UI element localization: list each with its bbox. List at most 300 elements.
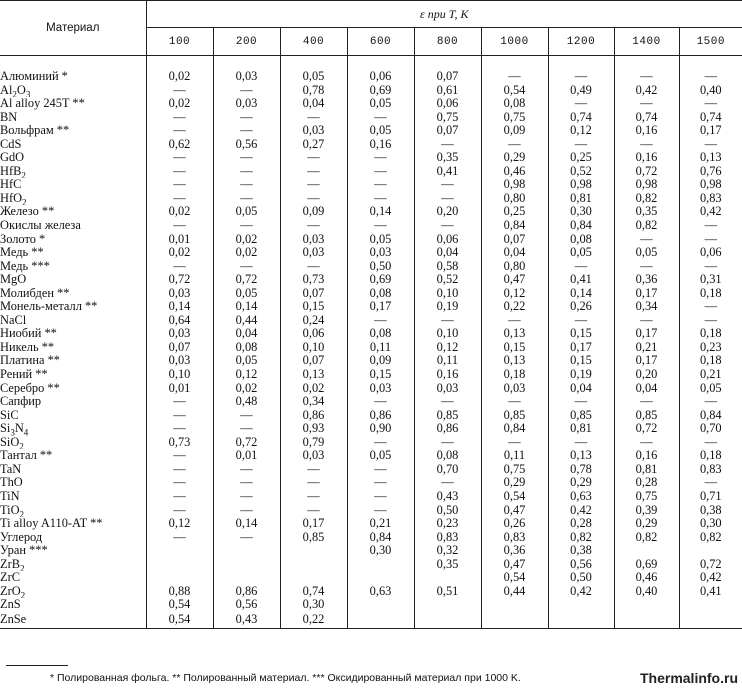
emissivity-value: —	[481, 395, 548, 409]
emissivity-value: 0,81	[548, 192, 614, 206]
emissivity-value: 0,84	[699, 408, 722, 422]
emissivity-value: 0,29	[481, 476, 548, 490]
emissivity-value: —	[146, 490, 213, 504]
emissivity-value: —	[146, 111, 213, 125]
emissivity-value: 0,38	[699, 503, 722, 517]
emissivity-value: 0,07	[414, 124, 481, 138]
temperature-header: 100	[146, 28, 213, 56]
material-name: Уран ***	[0, 544, 146, 558]
emissivity-value	[280, 571, 347, 585]
emissivity-value: 0,47	[481, 504, 548, 518]
emissivity-value: 0,35	[414, 558, 481, 572]
emissivity-value: 0,58	[414, 260, 481, 274]
emissivity-value: —	[548, 260, 614, 274]
material-name: Тантал **	[0, 449, 146, 463]
table-row	[0, 422, 742, 436]
emissivity-value: 0,85	[414, 409, 481, 423]
emissivity-value	[347, 571, 414, 585]
table-row	[0, 111, 742, 125]
emissivity-value: 0,86	[280, 409, 347, 423]
emissivity-value: 0,29	[548, 476, 614, 490]
emissivity-value: —	[548, 395, 614, 409]
emissivity-value: 0,17	[614, 287, 679, 301]
emissivity-value: 0,06	[347, 70, 414, 84]
emissivity-value: 0,84	[347, 531, 414, 545]
emissivity-value: 0,28	[548, 517, 614, 531]
emissivity-value: 0,16	[614, 151, 679, 165]
emissivity-value: —	[347, 314, 414, 328]
emissivity-value	[347, 558, 414, 572]
emissivity-value: —	[347, 111, 414, 125]
emissivity-value: 0,75	[481, 463, 548, 477]
table-row	[0, 273, 742, 287]
material-name: Никель **	[0, 341, 146, 355]
emissivity-value: 0,15	[280, 300, 347, 314]
emissivity-value: 0,04	[414, 246, 481, 260]
emissivity-value: —	[414, 395, 481, 409]
emissivity-value: 0,07	[280, 354, 347, 368]
emissivity-value: 0,48	[213, 395, 280, 409]
emissivity-value: —	[347, 436, 414, 450]
emissivity-value: —	[280, 260, 347, 274]
emissivity-value: 0,17	[548, 341, 614, 355]
emissivity-value: —	[614, 314, 679, 328]
emissivity-value: 0,01	[146, 382, 213, 396]
emissivity-value: 0,72	[213, 436, 280, 450]
emissivity-value: —	[414, 314, 481, 328]
emissivity-value: —	[213, 463, 280, 477]
emissivity-value: 0,50	[548, 571, 614, 585]
emissivity-value: 0,82	[614, 192, 679, 206]
emissivity-value: 0,40	[699, 83, 722, 97]
material-name: TiN	[0, 490, 146, 504]
emissivity-value: —	[280, 463, 347, 477]
emissivity-value: —	[614, 260, 679, 274]
emissivity-value: —	[280, 111, 347, 125]
emissivity-value: —	[347, 192, 414, 206]
table-row	[0, 463, 742, 477]
emissivity-value: 0,22	[481, 300, 548, 314]
emissivity-value: 0,85	[614, 409, 679, 423]
emissivity-value: —	[146, 178, 213, 192]
emissivity-value: 0,10	[414, 327, 481, 341]
emissivity-value: —	[614, 436, 679, 450]
emissivity-value: 0,16	[614, 124, 679, 138]
emissivity-value: 0,83	[699, 462, 722, 476]
emissivity-value: 0,74	[614, 111, 679, 125]
emissivity-value: —	[347, 463, 414, 477]
table-row	[0, 612, 742, 629]
table-row	[0, 449, 742, 463]
emissivity-value	[548, 612, 614, 629]
emissivity-value: 0,80	[481, 260, 548, 274]
emissivity-value: 0,84	[481, 422, 548, 436]
emissivity-value: 0,16	[414, 368, 481, 382]
emissivity-value: 0,56	[548, 558, 614, 572]
emissivity-value: 0,27	[280, 138, 347, 152]
emissivity-value: —	[614, 70, 679, 84]
emissivity-value: 0,78	[280, 84, 347, 98]
temperature-header: 1000	[481, 28, 548, 56]
emissivity-value: 0,16	[347, 138, 414, 152]
emissivity-value: 0,52	[414, 273, 481, 287]
emissivity-value	[347, 612, 414, 629]
table-row	[0, 260, 742, 274]
emissivity-value: 0,02	[146, 97, 213, 111]
emissivity-value: 0,12	[146, 517, 213, 531]
emissivity-value: —	[347, 490, 414, 504]
material-name: CdS	[0, 138, 146, 152]
emissivity-value: 0,82	[614, 531, 679, 545]
emissivity-value: —	[213, 260, 280, 274]
emissivity-value: —	[414, 476, 481, 490]
material-name: TiO$_2$	[0, 504, 146, 518]
emissivity-value: —	[213, 504, 280, 518]
emissivity-value: 0,08	[347, 327, 414, 341]
emissivity-value: —	[704, 435, 717, 449]
emissivity-value: 0,03	[213, 70, 280, 84]
material-name: HfB$_2$	[0, 165, 146, 179]
emissivity-value: 0,29	[614, 517, 679, 531]
emissivity-value	[679, 544, 742, 558]
material-name: Медь ***	[0, 260, 146, 274]
material-name: ZrC	[0, 571, 146, 585]
emissivity-value: 0,02	[213, 246, 280, 260]
emissivity-value: —	[614, 395, 679, 409]
emissivity-value: 0,04	[481, 246, 548, 260]
emissivity-value: 0,22	[280, 612, 347, 629]
emissivity-value: 0,74	[280, 585, 347, 599]
material-name: GdO	[0, 151, 146, 165]
emissivity-value: —	[347, 504, 414, 518]
material-name: Ti alloy A110-AT **	[0, 517, 146, 531]
table-row	[0, 395, 742, 409]
emissivity-value: 0,63	[347, 585, 414, 599]
emissivity-value: —	[146, 395, 213, 409]
emissivity-value: 0,02	[146, 246, 213, 260]
material-name: SiC	[0, 409, 146, 423]
material-name: ThO	[0, 476, 146, 490]
emissivity-value: —	[548, 97, 614, 111]
material-name: Al alloy 245T **	[0, 97, 146, 111]
emissivity-value: 0,16	[614, 449, 679, 463]
table-row	[0, 300, 742, 314]
emissivity-value: 0,72	[699, 557, 722, 571]
emissivity-value: 0,54	[146, 598, 213, 612]
emissivity-value: 0,08	[347, 287, 414, 301]
emissivity-value: 0,17	[699, 124, 722, 138]
temperature-header: 1500	[679, 28, 742, 56]
emissivity-value: 0,03	[213, 97, 280, 111]
emissivity-value: 0,98	[699, 178, 722, 192]
emissivity-value: 0,08	[481, 97, 548, 111]
emissivity-value: 0,73	[280, 273, 347, 287]
material-name: HfC	[0, 178, 146, 192]
emissivity-value: —	[481, 436, 548, 450]
emissivity-value: 0,23	[414, 517, 481, 531]
emissivity-value: 0,29	[481, 151, 548, 165]
emissivity-value: 0,39	[614, 504, 679, 518]
emissivity-value: 0,11	[347, 341, 414, 355]
emissivity-value: 0,10	[414, 287, 481, 301]
emissivity-value	[614, 598, 679, 612]
emissivity-value: —	[280, 178, 347, 192]
emissivity-value: 0,25	[481, 205, 548, 219]
emissivity-value: —	[704, 476, 717, 490]
table-row	[0, 178, 742, 192]
emissivity-value: —	[146, 504, 213, 518]
table-row	[0, 314, 742, 328]
table-row	[0, 531, 742, 545]
material-name: Вольфрам **	[0, 124, 146, 138]
material-name: Ниобий **	[0, 327, 146, 341]
emissivity-value: —	[213, 422, 280, 436]
emissivity-value: 0,81	[614, 463, 679, 477]
emissivity-value: 0,32	[414, 544, 481, 558]
material-name: ZnSe	[0, 612, 146, 629]
emissivity-value: 0,03	[280, 233, 347, 247]
emissivity-value: 0,09	[481, 124, 548, 138]
emissivity-value: 0,70	[414, 463, 481, 477]
emissivity-value: —	[146, 531, 213, 545]
emissivity-value	[548, 598, 614, 612]
table-row	[0, 585, 742, 599]
table-row	[0, 70, 742, 84]
emissivity-value: —	[146, 260, 213, 274]
emissivity-value: —	[146, 422, 213, 436]
emissivity-value: —	[704, 300, 717, 314]
emissivity-value: —	[704, 232, 717, 246]
emissivity-value: —	[213, 178, 280, 192]
table-row	[0, 233, 742, 247]
emissivity-value: 0,75	[614, 490, 679, 504]
emissivity-value: 0,15	[481, 341, 548, 355]
material-name: Медь **	[0, 246, 146, 260]
emissivity-value: 0,13	[481, 327, 548, 341]
emissivity-value: 0,11	[414, 354, 481, 368]
emissivity-value: 0,03	[146, 327, 213, 341]
emissivity-value: 0,54	[146, 612, 213, 629]
emissivity-value: 0,15	[548, 327, 614, 341]
emissivity-value: 0,20	[414, 205, 481, 219]
emissivity-value: 0,09	[280, 205, 347, 219]
emissivity-value: —	[704, 219, 717, 233]
emissivity-value: 0,50	[414, 504, 481, 518]
emissivity-value: —	[213, 476, 280, 490]
emissivity-value: 0,51	[414, 585, 481, 599]
emissivity-value: 0,41	[414, 165, 481, 179]
emissivity-value: 0,36	[481, 544, 548, 558]
temperature-header: 400	[280, 28, 347, 56]
emissivity-value: 0,08	[213, 341, 280, 355]
emissivity-value: 0,05	[614, 246, 679, 260]
emissivity-value: 0,35	[414, 151, 481, 165]
emissivity-value: 0,69	[347, 273, 414, 287]
temperature-header: 1200	[548, 28, 614, 56]
emissivity-value	[481, 598, 548, 612]
emissivity-value: 0,28	[614, 476, 679, 490]
table-row	[0, 544, 742, 558]
emissivity-value: 0,02	[146, 70, 213, 84]
emissivity-value: 0,05	[280, 70, 347, 84]
emissivity-value: 0,43	[213, 612, 280, 629]
emissivity-value: 0,05	[699, 381, 722, 395]
table-row	[0, 368, 742, 382]
emissivity-value: 0,03	[481, 382, 548, 396]
material-name: Алюминий *	[0, 70, 146, 84]
emissivity-value: 0,14	[548, 287, 614, 301]
emissivity-value	[280, 544, 347, 558]
emissivity-value: —	[280, 165, 347, 179]
emissivity-value: —	[146, 476, 213, 490]
emissivity-value: 0,85	[548, 409, 614, 423]
emissivity-column-header: ε при T, K	[146, 1, 742, 28]
emissivity-value: —	[146, 151, 213, 165]
emissivity-value: 0,15	[548, 354, 614, 368]
emissivity-value: 0,85	[280, 531, 347, 545]
table-row	[0, 409, 742, 423]
emissivity-value: 0,42	[699, 205, 722, 219]
emissivity-value: 0,69	[614, 558, 679, 572]
emissivity-value: 0,83	[699, 191, 722, 205]
table-row	[0, 165, 742, 179]
emissivity-value: 0,14	[146, 300, 213, 314]
emissivity-value: 0,18	[699, 327, 722, 341]
material-name: SiO$_2$	[0, 436, 146, 450]
emissivity-value: 0,26	[548, 300, 614, 314]
table-row	[0, 558, 742, 572]
emissivity-value: —	[548, 70, 614, 84]
material-name: Платина **	[0, 354, 146, 368]
emissivity-value: 0,03	[347, 382, 414, 396]
emissivity-value: 0,54	[481, 571, 548, 585]
emissivity-value: 0,18	[699, 286, 722, 300]
emissivity-value	[146, 558, 213, 572]
emissivity-value: 0,08	[414, 449, 481, 463]
emissivity-value: 0,07	[414, 70, 481, 84]
emissivity-value: 0,23	[699, 340, 722, 354]
emissivity-value: 0,98	[614, 178, 679, 192]
material-column-header: Материал	[0, 1, 146, 56]
table-row	[0, 84, 742, 98]
emissivity-value: —	[704, 259, 717, 273]
emissivity-value: 0,05	[347, 449, 414, 463]
emissivity-value: 0,12	[548, 124, 614, 138]
material-name: Углерод	[0, 531, 146, 545]
emissivity-value: 0,13	[699, 151, 722, 165]
emissivity-value	[414, 598, 481, 612]
emissivity-value: —	[704, 97, 717, 111]
emissivity-value: —	[280, 192, 347, 206]
emissivity-value: 0,18	[699, 354, 722, 368]
emissivity-value: 0,13	[548, 449, 614, 463]
emissivity-value: —	[146, 449, 213, 463]
emissivity-value: 0,19	[414, 300, 481, 314]
emissivity-value: 0,63	[548, 490, 614, 504]
emissivity-value: 0,74	[548, 111, 614, 125]
emissivity-value: 0,79	[280, 436, 347, 450]
emissivity-value: 0,64	[146, 314, 213, 328]
emissivity-value: 0,84	[481, 219, 548, 233]
emissivity-value: —	[213, 409, 280, 423]
emissivity-value: 0,93	[280, 422, 347, 436]
emissivity-value: 0,30	[548, 205, 614, 219]
emissivity-value: 0,72	[614, 422, 679, 436]
emissivity-value: 0,72	[614, 165, 679, 179]
emissivity-value: 0,26	[481, 517, 548, 531]
emissivity-value: 0,46	[614, 571, 679, 585]
emissivity-value: 0,70	[699, 422, 722, 436]
emissivity-value: 0,06	[414, 97, 481, 111]
emissivity-value: 0,50	[347, 260, 414, 274]
temperature-header: 1400	[614, 28, 679, 56]
table-row	[0, 327, 742, 341]
emissivity-value: 0,30	[280, 598, 347, 612]
emissivity-value: 0,18	[481, 368, 548, 382]
emissivity-value: 0,80	[481, 192, 548, 206]
emissivity-value: —	[481, 70, 548, 84]
emissivity-value	[679, 598, 742, 612]
emissivity-value: 0,40	[614, 585, 679, 599]
emissivity-value: —	[146, 124, 213, 138]
emissivity-value: 0,03	[280, 246, 347, 260]
emissivity-value: 0,15	[347, 368, 414, 382]
emissivity-value: 0,14	[347, 205, 414, 219]
emissivity-value: 0,98	[481, 178, 548, 192]
emissivity-value: —	[347, 476, 414, 490]
emissivity-value: 0,04	[548, 382, 614, 396]
emissivity-value: 0,72	[146, 273, 213, 287]
emissivity-value: —	[146, 463, 213, 477]
table-row	[0, 517, 742, 531]
emissivity-value: —	[614, 97, 679, 111]
emissivity-value: —	[146, 84, 213, 98]
material-name: HfO$_2$	[0, 192, 146, 206]
emissivity-value: 0,07	[481, 233, 548, 247]
emissivity-value: —	[347, 165, 414, 179]
emissivity-value: 0,47	[481, 273, 548, 287]
emissivity-value: 0,05	[548, 246, 614, 260]
emissivity-value: —	[414, 178, 481, 192]
emissivity-value: 0,90	[347, 422, 414, 436]
emissivity-value: 0,05	[213, 354, 280, 368]
table-row	[0, 124, 742, 138]
emissivity-value: —	[414, 219, 481, 233]
emissivity-value: —	[213, 490, 280, 504]
emissivity-value: 0,06	[699, 246, 722, 260]
emissivity-value: 0,12	[414, 341, 481, 355]
emissivity-value: 0,35	[614, 205, 679, 219]
temperature-header: 600	[347, 28, 414, 56]
emissivity-value: 0,74	[699, 110, 722, 124]
emissivity-value: 0,18	[699, 449, 722, 463]
emissivity-value: 0,01	[213, 449, 280, 463]
emissivity-value	[280, 558, 347, 572]
emissivity-value: —	[280, 504, 347, 518]
emissivity-value: —	[280, 476, 347, 490]
emissivity-value: 0,03	[414, 382, 481, 396]
emissivity-value: 0,42	[614, 84, 679, 98]
emissivity-value: 0,86	[213, 585, 280, 599]
emissivity-value: 0,07	[146, 341, 213, 355]
emissivity-value: 0,10	[146, 368, 213, 382]
emissivity-value: —	[213, 165, 280, 179]
emissivity-value: 0,04	[213, 327, 280, 341]
material-name: ZrO$_2$	[0, 585, 146, 599]
watermark: Thermalinfo.ru	[639, 670, 738, 686]
emissivity-value: 0,13	[481, 354, 548, 368]
material-name: Железо **	[0, 205, 146, 219]
